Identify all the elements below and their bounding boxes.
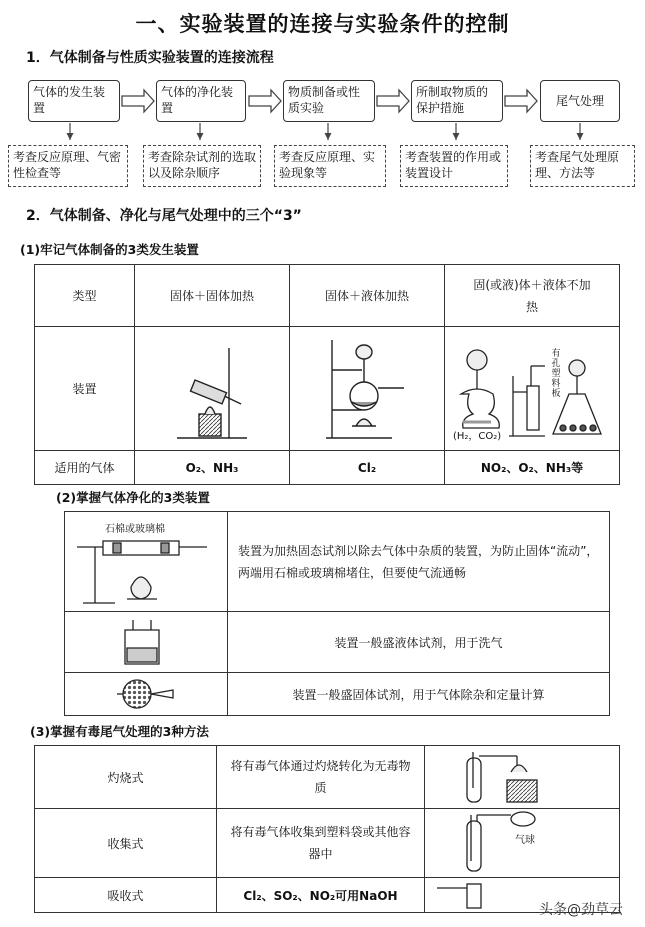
purification-device-1 (65, 512, 228, 612)
apparatus-solid-liquid (290, 327, 445, 451)
purification-desc-3: 装置一般盛固体试剂，用于气体除杂和定量计算 (228, 673, 610, 716)
flow-box-purification: 气体的净化装置 (156, 80, 246, 122)
method-collecting: 收集式 (35, 809, 217, 878)
row-label-gases: 适用的气体 (35, 451, 135, 485)
arrow-right-icon (249, 90, 281, 112)
row-label-apparatus: 装置 (35, 327, 135, 451)
row-label-type: 类型 (35, 265, 135, 327)
method-absorbing-desc: Cl₂、SO₂、NO₂可用NaOH (216, 878, 424, 913)
apparatus-solid-solid (135, 327, 290, 451)
purification-desc-2: 装置一般盛液体试剂，用于洗气 (228, 612, 610, 673)
flow-note-generation: 考查反应原理、气密性检查等 (8, 145, 128, 187)
purification-device-2 (65, 612, 228, 673)
purification-table (64, 511, 610, 716)
gas-washing-bottle-icon (67, 614, 217, 670)
balloon-label: 气球 (515, 835, 535, 846)
gas-solid-liquid: Cl₂ (290, 451, 445, 485)
tail-gas-table (34, 745, 620, 913)
type-solid-solid: 固体＋固体加热 (135, 265, 290, 327)
method-collecting-desc: 将有毒气体收集到塑料袋或其他容器中 (216, 809, 424, 878)
sub2-heading: (2)掌握气体净化的3类装置 (56, 490, 210, 505)
flow-note-purification: 考查除杂试剂的选取以及除杂顺序 (143, 145, 261, 187)
arrow-right-icon (377, 90, 409, 112)
type-solid-liquid: 固体＋液体加热 (290, 265, 445, 327)
flow-box-preparation: 物质制备或性质实验 (283, 80, 375, 122)
arrow-right-icon (122, 90, 154, 112)
method-absorbing: 吸收式 (35, 878, 217, 913)
method-collecting-figure (425, 809, 620, 878)
generation-table (34, 264, 620, 485)
purification-device-3 (65, 673, 228, 716)
asbestos-label: 石棉或玻璃棉 (105, 524, 165, 535)
apparatus-no-heat (445, 327, 620, 451)
flow-note-protection: 考查装置的作用或装置设计 (400, 145, 508, 187)
flow-note-preparation: 考查反应原理、实验现象等 (274, 145, 386, 187)
method-burning: 灼烧式 (35, 746, 217, 809)
method-burning-figure (425, 746, 620, 809)
flow-note-tail-gas: 考查尾气处理原理、方法等 (530, 145, 635, 187)
purification-desc-1: 装置为加热固态试剂以除去气体中杂质的装置，为防止固体“流动”，两端用石棉或玻璃棉堵住，但要使气流通畅 (228, 512, 610, 612)
flask-heating-icon (292, 330, 442, 448)
burning-apparatus-icon (427, 748, 617, 806)
sub3-heading: (3)掌握有毒尾气处理的3种方法 (30, 724, 209, 739)
type-no-heat: 固(或液)体＋液体不加热 (445, 265, 620, 327)
sub1-heading: (1)牢记气体制备的3类发生装置 (20, 242, 199, 257)
perforated-plate-label: 有孔塑料板 (551, 349, 561, 399)
drying-tube-icon (67, 675, 217, 713)
gas-no-heat: NO₂、O₂、NH₃等 (445, 451, 620, 485)
test-tube-heating-icon (137, 330, 287, 448)
method-burning-desc: 将有毒气体通过灼烧转化为无毒物质 (216, 746, 424, 809)
section2-heading: 2．气体制备、净化与尾气处理中的三个“3” (26, 208, 302, 224)
gas-solid-solid: O₂、NH₃ (135, 451, 290, 485)
watermark: 头条@劲草云 (539, 902, 623, 918)
page-title: 一、实验装置的连接与实验条件的控制 (135, 12, 510, 36)
flow-box-generation: 气体的发生装置 (28, 80, 120, 122)
flow-box-tail-gas: 尾气处理 (540, 80, 620, 122)
arrow-right-icon (505, 90, 537, 112)
section1-heading: 1．气体制备与性质实验装置的连接流程 (26, 50, 274, 66)
flow-box-protection: 所制取物质的保护措施 (411, 80, 503, 122)
kipp-gas-label: (H₂，CO₂) (453, 431, 502, 442)
